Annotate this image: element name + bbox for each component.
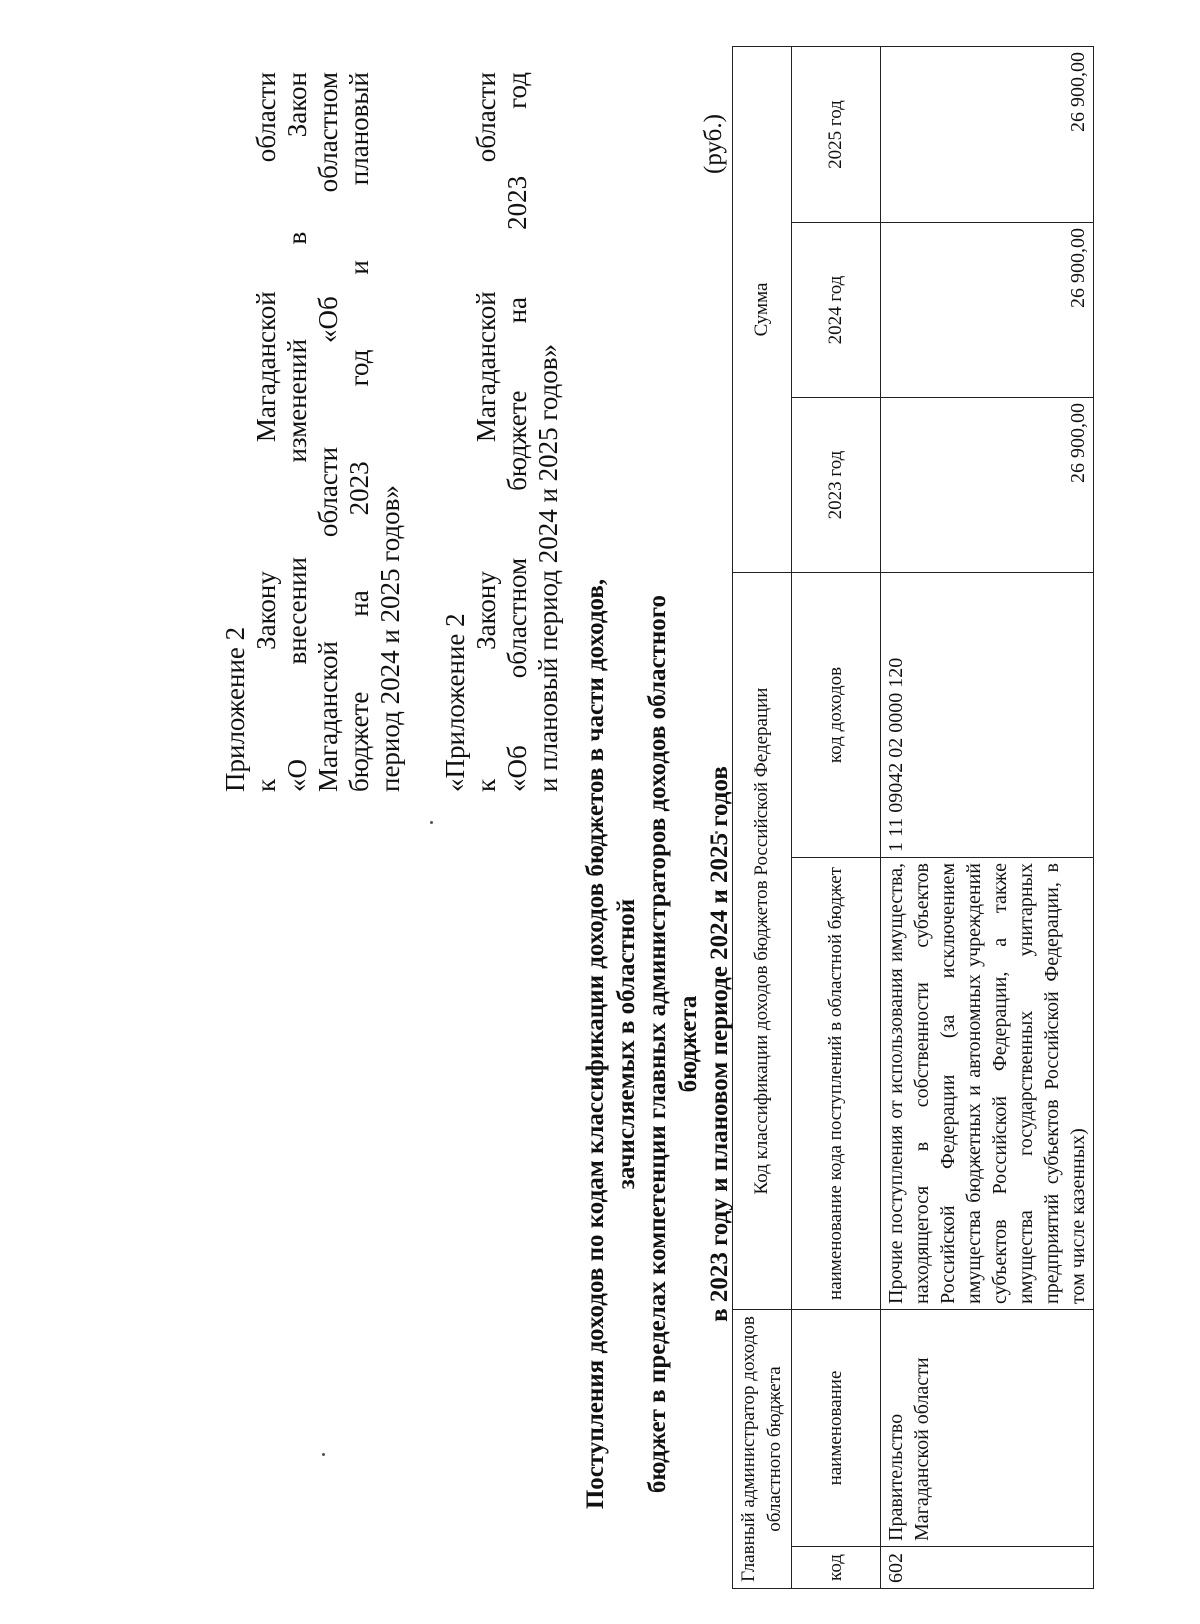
scan-speck (322, 1453, 325, 1456)
header-year-2024: 2024 год (792, 223, 881, 398)
appendix-title: «Приложение 2 (440, 613, 470, 792)
header-revenue-code: код доходов (792, 573, 881, 858)
appendix-reference-original (440, 72, 564, 792)
admin-code-cell: 602 (881, 1547, 1094, 1589)
document-title-line: в 2023 году и плановом периоде 2024 и 2025 годов (706, 766, 733, 1322)
header-chief-administrator: Главный администратор доходов областного бюджета (733, 1310, 792, 1589)
header-classification-code: Код классификации доходов бюджетов Российской Федерации (733, 573, 792, 1310)
document-title-line: бюджет в пределах компетенции главных администраторов доходов областного бюджета (644, 594, 702, 1494)
header-year-2025: 2025 год (792, 46, 881, 222)
amount-2023-cell: 26 900,00 (881, 398, 1094, 573)
header-sum: Сумма (733, 46, 792, 572)
appendix-reference-current (220, 72, 406, 792)
appendix-title: Приложение 2 (220, 626, 250, 792)
amount-2024-cell: 26 900,00 (881, 223, 1094, 398)
appendix-line: к Закону Магаданской области (471, 72, 501, 792)
appendix-line: к Закону Магаданской области (251, 72, 281, 792)
appendix-line: и плановый период 2024 и 2025 годов» (533, 343, 563, 792)
admin-name-cell: Правительство Магаданской области (881, 1310, 1094, 1547)
table-header-row (733, 46, 792, 1588)
document-title (580, 544, 735, 1544)
header-year-2023: 2023 год (792, 398, 881, 573)
header-name: наименование (792, 1310, 881, 1547)
table-subheader-row (792, 46, 881, 1588)
appendix-line: «О внесении изменений в Закон (282, 72, 312, 792)
appendix-line: «Об областном бюджете на 2023 год (502, 72, 532, 792)
appendix-line: Магаданской области «Об областном (313, 72, 343, 792)
appendix-line: бюджете на 2023 год и плановый (344, 72, 374, 792)
scan-speck (430, 821, 433, 824)
document-title-line: Поступления доходов по кодам классификации доходов бюджетов в части доходов, зачисляемых в областной (582, 578, 640, 1510)
header-code: код (792, 1547, 881, 1589)
table-row (881, 46, 1094, 1588)
revenue-code-cell: 1 11 09042 02 0000 120 (881, 573, 1094, 858)
revenue-table (732, 46, 1094, 1589)
revenue-name-cell: Прочие поступления от использования имущества, находящегося в собственности субъектов Российской Федерации (за исключением имущества бюджетных и автономных учреждений субъектов Российской Федерации, а также имущества государственных унитарных предприятий субъектов Российской Федерации, в том числе казенных) (881, 858, 1094, 1310)
currency-unit: (руб.) (700, 114, 727, 174)
header-revenue-name: наименование кода поступлений в областной бюджет (792, 858, 881, 1310)
amount-2025-cell: 26 900,00 (881, 46, 1094, 222)
appendix-line: период 2024 и 2025 годов» (375, 485, 405, 792)
